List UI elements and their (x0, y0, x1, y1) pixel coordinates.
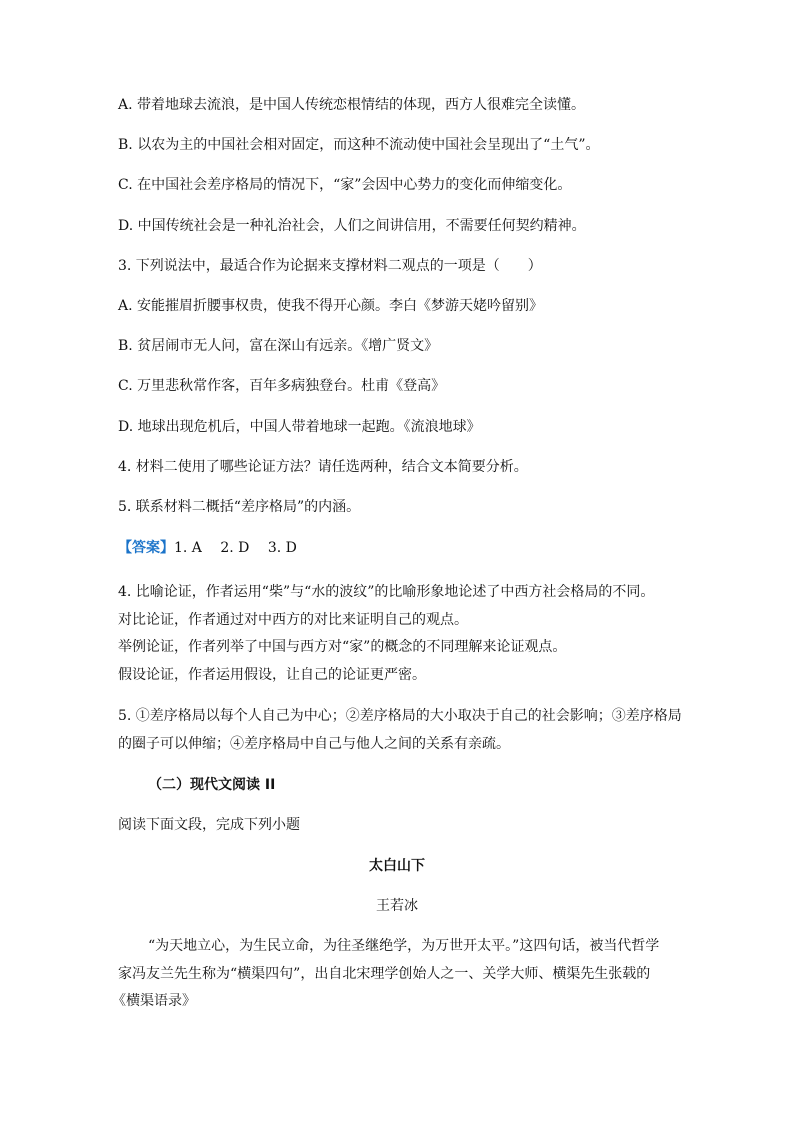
answer-4-line-2: 对比论证，作者通过对中西方的对比来证明自己的观点。 (118, 612, 468, 628)
q3-option-d: D. 地球出现危机后，中国人带着地球一起跑。《流浪地球》 (118, 419, 481, 435)
question-3: 3. 下列说法中，最适合作为论据来支撑材料二观点的一项是（ ） (118, 258, 542, 274)
article-title: 太白山下 (369, 858, 425, 874)
answer-4-line-1: 4. 比喻论证，作者运用“柴”与“水的波纹”的比喻形象地论述了中西方社会格局的不同。 (118, 584, 655, 600)
answer-choices: 1. A 2. D 3. D (174, 540, 297, 556)
question-4: 4. 材料二使用了哪些论证方法？请任选两种，结合文本简要分析。 (118, 459, 528, 475)
reading-instruction: 阅读下面文段，完成下列小题 (118, 817, 300, 833)
article-paragraph-line-1: “为天地立心，为生民立命，为往圣继绝学，为万世开太平。”这四句话，被当代哲学 (148, 938, 660, 954)
q2-option-b: B. 以农为主的中国社会相对固定，而这种不流动使中国社会呈现出了“土气”。 (118, 137, 600, 153)
answer-line (118, 538, 297, 558)
q2-option-a: A. 带着地球去流浪，是中国人传统恋根情结的体现，西方人很难完全读懂。 (118, 97, 586, 113)
answer-5-line-1: 5. ①差序格局以每个人自己为中心；②差序格局的大小取决于自己的社会影响；③差序格局 (118, 708, 682, 724)
answer-4-line-4: 假设论证，作者运用假设，让自己的论证更严密。 (118, 667, 426, 683)
q3-option-b: B. 贫居闹市无人问，富在深山有远亲。《增广贤文》 (118, 338, 439, 354)
q2-option-d: D. 中国传统社会是一种礼治社会，人们之间讲信用，不需要任何契约精神。 (118, 218, 586, 234)
q3-option-c: C. 万里悲秋常作客，百年多病独登台。杜甫《登高》 (118, 378, 446, 394)
article-paragraph-line-2: 家冯友兰先生称为“横渠四句”，出自北宋理学创始人之一、关学大师、横渠先生张载的 (118, 966, 651, 982)
answer-label: 【答案】 (118, 540, 174, 556)
q2-option-c: C. 在中国社会差序格局的情况下，“家”会因中心势力的变化而伸缩变化。 (118, 177, 572, 193)
question-5: 5. 联系材料二概括“差序格局”的内涵。 (118, 499, 361, 515)
section-heading: （二）现代文阅读 II (148, 777, 276, 793)
answer-4-line-3: 举例论证，作者列举了中国与西方对“家”的概念的不同理解来论证观点。 (118, 639, 567, 655)
article-author: 王若冰 (376, 898, 418, 914)
q3-option-a: A. 安能摧眉折腰事权贵，使我不得开心颜。李白《梦游天姥吟留别》 (118, 298, 544, 314)
article-paragraph-line-3: 《横渠语录》 (112, 993, 196, 1009)
answer-5-line-2: 的圈子可以伸缩；④差序格局中自己与他人之间的关系有亲疏。 (118, 736, 510, 752)
